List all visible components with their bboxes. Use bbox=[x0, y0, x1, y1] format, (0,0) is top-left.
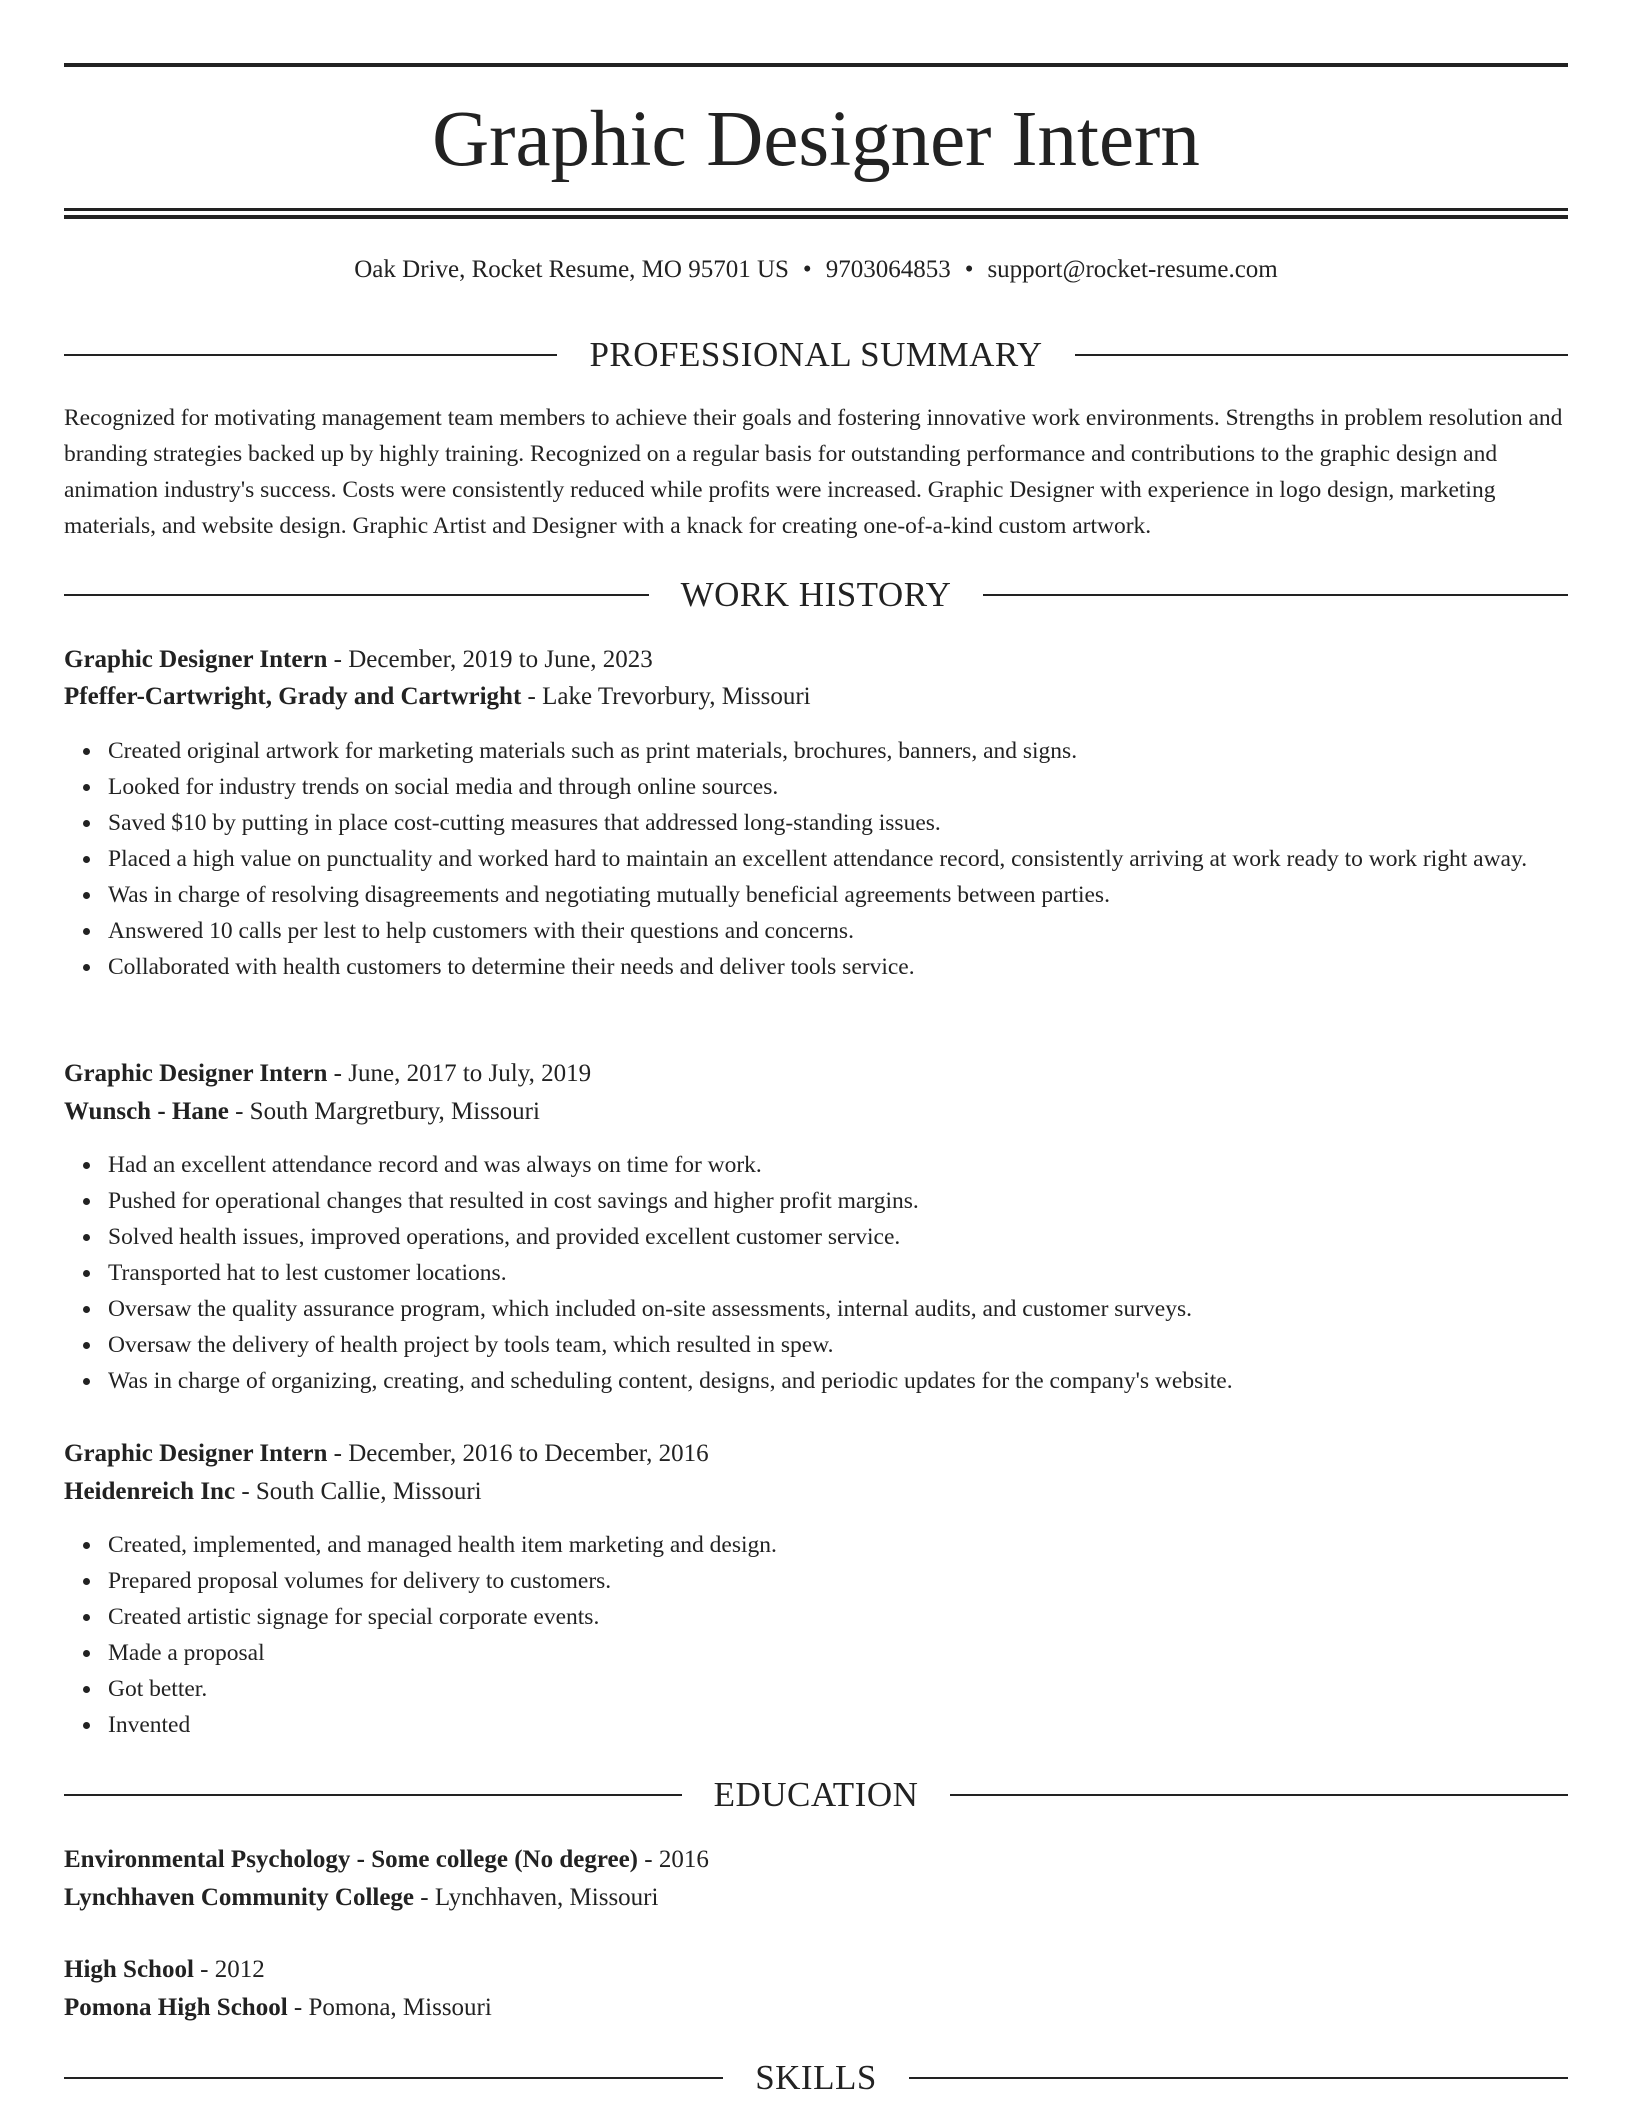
job-dates: - December, 2016 to December, 2016 bbox=[327, 1440, 709, 1467]
section-rule bbox=[64, 594, 649, 596]
job-bullet: Created artistic signage for special corporate events. bbox=[108, 1599, 1568, 1635]
section-rule bbox=[64, 2077, 723, 2079]
job-location: - South Margretbury, Missouri bbox=[228, 1098, 540, 1125]
contact-address: Oak Drive, Rocket Resume, MO 95701 US bbox=[354, 256, 789, 283]
job-location: - Lake Trevorbury, Missouri bbox=[521, 683, 811, 710]
job-bullet: Oversaw the quality assurance program, which included on-site assessments, internal audits, and customer surveys. bbox=[108, 1291, 1568, 1327]
job-bullet: Looked for industry trends on social media and through online sources. bbox=[108, 769, 1568, 805]
education-school: Lynchhaven Community College bbox=[64, 1884, 415, 1911]
job-title-line bbox=[64, 642, 1568, 678]
job-title: Graphic Designer Intern bbox=[64, 1440, 328, 1467]
education-year: - 2012 bbox=[193, 1956, 265, 1983]
section-title: PROFESSIONAL SUMMARY bbox=[589, 335, 1043, 374]
education-degree-line bbox=[64, 1842, 1568, 1878]
section-rule bbox=[909, 2077, 1568, 2079]
section-header-education bbox=[64, 1775, 1568, 1815]
job-dates: - December, 2019 to June, 2023 bbox=[327, 646, 653, 673]
job-company-line bbox=[64, 679, 1568, 715]
job-bullet: Placed a high value on punctuality and worked hard to maintain an excellent attendance record, consistently arriving at work ready to work right away. bbox=[108, 841, 1568, 877]
job-title-line bbox=[64, 1056, 1568, 1092]
education-degree: High School bbox=[64, 1956, 194, 1983]
education-degree: Environmental Psychology - Some college (No degree) bbox=[64, 1846, 638, 1873]
section-rule bbox=[64, 1794, 682, 1796]
section-header-work bbox=[64, 575, 1568, 615]
education-school-line bbox=[64, 1990, 1568, 2026]
job-bullet: Answered 10 calls per lest to help customers with their questions and concerns. bbox=[108, 913, 1568, 949]
resume-name: Graphic Designer Intern bbox=[432, 96, 1200, 183]
header-double-rule bbox=[64, 208, 1568, 219]
job-bullet: Saved $10 by putting in place cost-cutting measures that addressed long-standing issues. bbox=[108, 805, 1568, 841]
section-title: EDUCATION bbox=[713, 1775, 919, 1814]
job-bullet: Oversaw the delivery of health project by tools team, which resulted in spew. bbox=[108, 1327, 1568, 1363]
job-title-line bbox=[64, 1436, 1568, 1472]
job-title: Graphic Designer Intern bbox=[64, 646, 328, 673]
job-bullet: Was in charge of organizing, creating, and scheduling content, designs, and periodic updates for the company's website. bbox=[108, 1363, 1568, 1399]
job-bullet: Created original artwork for marketing materials such as print materials, brochures, banners, and signs. bbox=[108, 733, 1568, 769]
job-title: Graphic Designer Intern bbox=[64, 1060, 328, 1087]
job-bullet: Was in charge of resolving disagreements and negotiating mutually beneficial agreements between parties. bbox=[108, 877, 1568, 913]
job-location: - South Callie, Missouri bbox=[235, 1478, 482, 1505]
section-header-summary bbox=[64, 335, 1568, 375]
education-degree-line bbox=[64, 1952, 1568, 1988]
header-top-rule bbox=[64, 63, 1568, 67]
education-location: - Pomona, Missouri bbox=[287, 1994, 492, 2021]
section-rule bbox=[1075, 354, 1568, 356]
job-bullet: Transported hat to lest customer locations. bbox=[108, 1255, 1568, 1291]
contact-separator: • bbox=[802, 256, 812, 283]
job-dates: - June, 2017 to July, 2019 bbox=[327, 1060, 592, 1087]
education-year: - 2016 bbox=[638, 1846, 709, 1873]
summary-text: Recognized for motivating management team members to achieve their goals and fostering innovative work environments. Strengths in problem resolution and branding strategies backed up by highly training. Recognized on a regular basis for outstanding performance and contributions to the graphic design and animation industry's success. Costs were consistently reduced while profits were increased. Graphic Designer with experience in logo design, marketing materials, and website design. Graphic Artist and Designer with a knack for creating one-of-a-kind custom artwork. bbox=[64, 405, 1563, 539]
job-company-line bbox=[64, 1474, 1568, 1510]
job-bullet: Prepared proposal volumes for delivery to customers. bbox=[108, 1563, 1568, 1599]
contact-email: support@rocket-resume.com bbox=[987, 256, 1278, 283]
job-company: Wunsch - Hane bbox=[64, 1098, 229, 1125]
section-title: WORK HISTORY bbox=[680, 575, 952, 614]
contact-line bbox=[64, 252, 1568, 288]
section-rule bbox=[64, 354, 557, 356]
job-company-line bbox=[64, 1094, 1568, 1130]
contact-separator: • bbox=[964, 256, 974, 283]
job-bullets bbox=[64, 1527, 1568, 1743]
job-bullet: Collaborated with health customers to determine their needs and deliver tools service. bbox=[108, 949, 1568, 985]
job-bullets bbox=[64, 733, 1568, 985]
job-bullet: Got better. bbox=[108, 1671, 1568, 1707]
education-school-line bbox=[64, 1880, 1568, 1916]
education-school: Pomona High School bbox=[64, 1994, 288, 2021]
job-bullet: Made a proposal bbox=[108, 1635, 1568, 1671]
education-location: - Lynchhaven, Missouri bbox=[414, 1884, 659, 1911]
job-bullets bbox=[64, 1147, 1568, 1399]
job-bullet: Solved health issues, improved operations, and provided excellent customer service. bbox=[108, 1219, 1568, 1255]
job-bullet: Had an excellent attendance record and was always on time for work. bbox=[108, 1147, 1568, 1183]
section-rule bbox=[950, 1794, 1568, 1796]
job-bullet: Invented bbox=[108, 1707, 1568, 1743]
section-rule bbox=[983, 594, 1568, 596]
contact-phone: 9703064853 bbox=[825, 256, 951, 283]
job-bullet: Pushed for operational changes that resulted in cost savings and higher profit margins. bbox=[108, 1183, 1568, 1219]
job-bullet: Created, implemented, and managed health item marketing and design. bbox=[108, 1527, 1568, 1563]
section-header-skills bbox=[64, 2058, 1568, 2098]
job-company: Pfeffer-Cartwright, Grady and Cartwright bbox=[64, 683, 522, 710]
job-company: Heidenreich Inc bbox=[64, 1478, 236, 1505]
section-title: SKILLS bbox=[755, 2058, 877, 2097]
